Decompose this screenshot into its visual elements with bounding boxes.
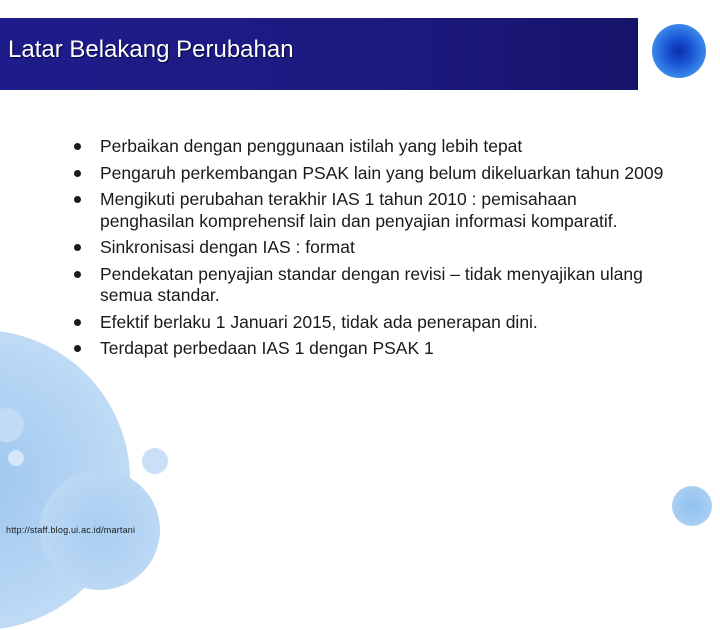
bullet-dot-icon <box>74 196 81 203</box>
decorative-circle-small <box>142 448 168 474</box>
bullet-item <box>70 163 670 185</box>
slide-title: Latar Belakang Perubahan <box>8 36 294 63</box>
bullet-item <box>70 136 670 158</box>
bullet-text: Perbaikan dengan penggunaan istilah yang lebih tepat <box>100 136 523 156</box>
bullet-item <box>70 237 670 259</box>
bullet-item <box>70 264 670 307</box>
bullet-item <box>70 189 670 232</box>
bullet-item <box>70 338 670 360</box>
bullet-item <box>70 312 670 334</box>
bullet-text: Sinkronisasi dengan IAS : format <box>100 237 355 257</box>
bullet-text: Efektif berlaku 1 Januari 2015, tidak ada penerapan dini. <box>100 311 538 332</box>
bullet-text: Pendekatan penyajian standar dengan revisi – tidak menyajikan ulang semua standar. <box>100 263 643 305</box>
bullet-dot-icon <box>74 319 81 326</box>
bullet-text: Terdapat perbedaan IAS 1 dengan PSAK 1 <box>100 338 434 358</box>
bullet-text: Mengikuti perubahan terakhir IAS 1 tahun 2010 : pemisahaan penghasilan komprehensif lain dan penyajian informasi komparatif. <box>100 189 618 231</box>
bullet-dot-icon <box>74 271 81 278</box>
bullet-dot-icon <box>74 143 81 150</box>
footer-url: http://staff.blog.ui.ac.id/martani <box>6 525 136 535</box>
decorative-circle-small <box>8 450 24 466</box>
bullet-list <box>70 136 670 365</box>
bullet-dot-icon <box>74 345 81 352</box>
bullet-dot-icon <box>74 244 81 251</box>
corner-orb-icon <box>652 24 706 78</box>
bullet-dot-icon <box>74 170 81 177</box>
bullet-text: Pengaruh perkembangan PSAK lain yang belum dikeluarkan tahun 2009 <box>100 162 664 183</box>
decorative-circle-corner <box>672 486 712 526</box>
